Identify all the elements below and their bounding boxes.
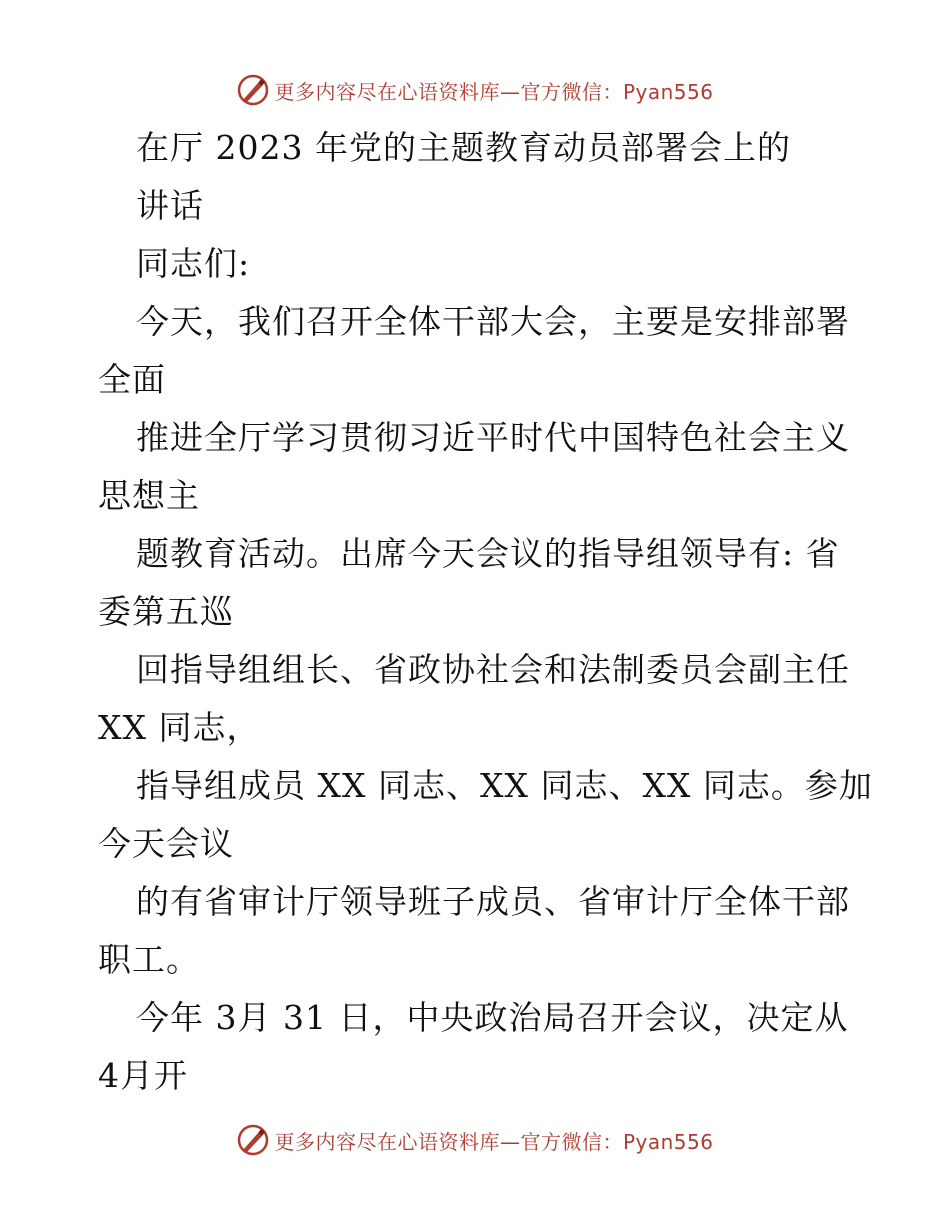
body-line: 指导组成员 XX 同志、XX 同志、XX 同志。参加 <box>136 766 873 805</box>
body-line: 今年 3月 31 日，中央政治局召开会议，决定从 <box>136 998 849 1037</box>
body-line: XX 同志， <box>98 708 261 747</box>
salutation: 同志们: <box>136 244 251 283</box>
watermark-banner-bottom <box>0 1120 950 1160</box>
body-line: 委第五巡 <box>98 592 234 631</box>
pen-circle-logo <box>236 73 270 107</box>
body-line: 推进全厅学习贯彻习近平时代中国特色社会主义 <box>136 418 850 457</box>
body-line: 回指导组组长、省政协社会和法制委员会副主任 <box>136 650 850 689</box>
body-line: 今天，我们召开全体干部大会，主要是安排部署 <box>136 302 850 341</box>
watermark-banner-top <box>0 70 950 110</box>
body-line: 职工。 <box>98 940 200 979</box>
title-line-2: 讲话 <box>136 186 204 225</box>
body-line: 的有省审计厅领导班子成员、省审计厅全体干部 <box>136 882 850 921</box>
title-line-1: 在厅 2023 年党的主题教育动员部署会上的 <box>136 128 791 167</box>
watermark-text: 更多内容尽在心语资料库—官方微信：Pyan556 <box>274 79 714 104</box>
body-line: 4月开 <box>98 1056 188 1095</box>
body-line: 题教育活动。出席今天会议的指导组领导有: 省 <box>136 534 840 573</box>
watermark-text: 更多内容尽在心语资料库—官方微信：Pyan556 <box>274 1129 714 1154</box>
pen-circle-logo <box>236 1123 270 1157</box>
body-line: 今天会议 <box>98 824 234 863</box>
body-line: 全面 <box>98 360 166 399</box>
body-line: 思想主 <box>98 476 200 515</box>
